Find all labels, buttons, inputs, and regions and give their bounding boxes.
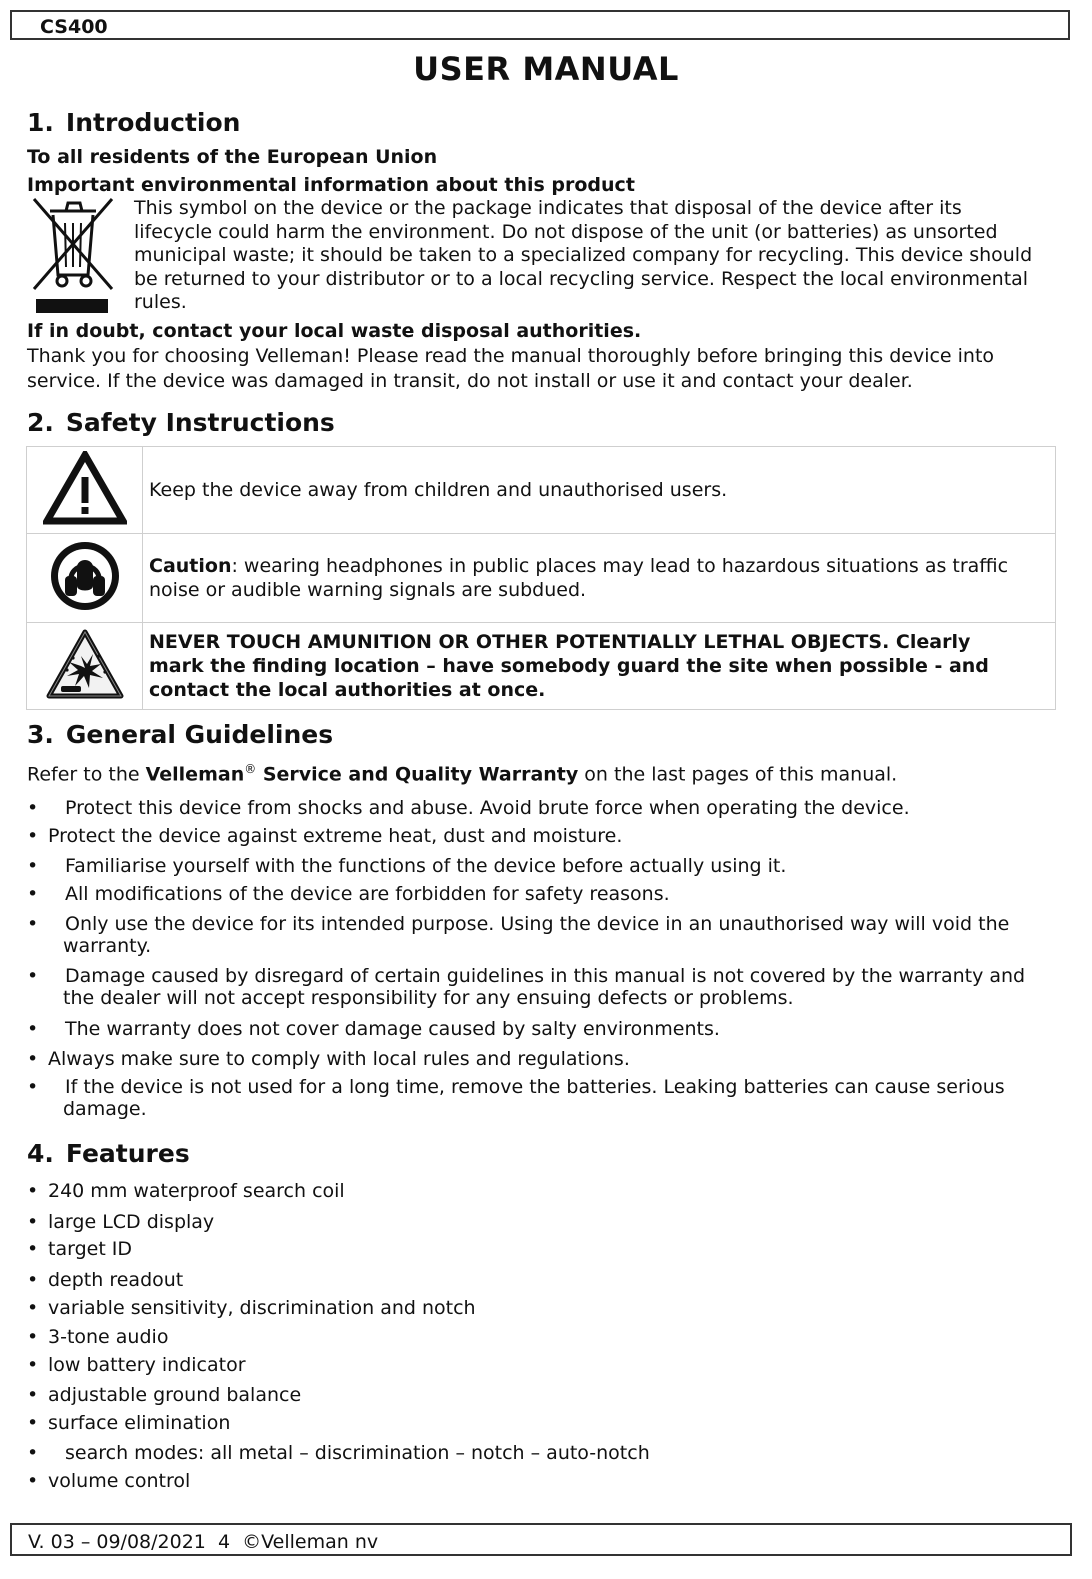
explosive-hazard-icon bbox=[45, 628, 125, 700]
bullet: • bbox=[27, 855, 39, 877]
bullet: • bbox=[27, 797, 39, 819]
bullet: • bbox=[27, 1048, 39, 1070]
list-item-text: Protect the device against extreme heat, dust and moisture. bbox=[48, 825, 623, 847]
section-title: Features bbox=[65, 1139, 190, 1168]
list-item-continuation: the dealer will not accept responsibility for any ensuing defects or problems. bbox=[63, 987, 794, 1009]
weee-line: rules. bbox=[134, 291, 187, 313]
safety-row bbox=[27, 623, 1056, 710]
warranty-reference bbox=[27, 757, 897, 786]
doubt-line: If in doubt, contact your local waste disposal authorities. bbox=[27, 320, 642, 342]
bullet: • bbox=[27, 1269, 39, 1291]
refer-brand: Velleman bbox=[145, 763, 245, 786]
bullet: • bbox=[27, 1238, 39, 1260]
caution-line-2: noise or audible warning signals are subdued. bbox=[149, 579, 587, 601]
header-bar bbox=[10, 10, 1070, 40]
safety-row bbox=[27, 447, 1056, 534]
section-heading-features bbox=[27, 1139, 190, 1168]
safety-table bbox=[26, 446, 1056, 710]
list-item-text: volume control bbox=[48, 1470, 191, 1492]
list-item-text: Always make sure to comply with local rules and regulations. bbox=[48, 1048, 630, 1070]
bullet: • bbox=[27, 965, 39, 987]
bullet: • bbox=[27, 1180, 39, 1202]
bullet: • bbox=[27, 825, 39, 847]
section-title: General Guidelines bbox=[65, 720, 334, 749]
warning-triangle-icon bbox=[43, 451, 127, 525]
weee-line: be returned to your distributor or to a local recycling service. Respect the local environmental bbox=[134, 267, 1029, 290]
section-heading-guidelines bbox=[27, 720, 333, 749]
section-title: Introduction bbox=[65, 108, 241, 137]
refer-bold: Service and Quality Warranty bbox=[256, 763, 579, 786]
bullet: • bbox=[27, 1412, 39, 1434]
bullet: • bbox=[27, 913, 39, 935]
weee-line: This symbol on the device or the package indicates that disposal of the device after its bbox=[134, 197, 962, 219]
list-item-text: 3-tone audio bbox=[48, 1326, 169, 1348]
list-item-text: target ID bbox=[48, 1238, 133, 1260]
bullet: • bbox=[27, 1076, 39, 1098]
bullet: • bbox=[27, 1470, 39, 1492]
safety-icon-cell bbox=[27, 534, 143, 623]
bullet: • bbox=[27, 1211, 39, 1233]
section-heading-safety bbox=[27, 408, 335, 437]
eu-residents-line: To all residents of the European Union bbox=[27, 146, 438, 168]
footer-text: V. 03 – 09/08/2021 4 ©Velleman nv bbox=[28, 1531, 379, 1553]
list-item-text: search modes: all metal – discrimination – notch – auto-notch bbox=[65, 1442, 650, 1464]
registered-mark: ® bbox=[244, 762, 257, 776]
list-item-text: large LCD display bbox=[48, 1211, 215, 1233]
section-number: 3. bbox=[27, 720, 54, 749]
weee-crossed-bin-icon bbox=[28, 193, 118, 318]
thanks-line: service. If the device was damaged in transit, do not install or use it and contact your dealer. bbox=[27, 370, 913, 392]
list-item-text: All modifications of the device are forbidden for safety reasons. bbox=[65, 883, 670, 905]
bullet: • bbox=[27, 1442, 39, 1464]
ammunition-warning-line: mark the finding location – have somebody guard the site when possible - and bbox=[149, 655, 989, 677]
bullet: • bbox=[27, 1354, 39, 1376]
caution-line bbox=[149, 554, 1049, 578]
list-item-text: low battery indicator bbox=[48, 1354, 246, 1376]
list-item-text: If the device is not used for a long time, remove the batteries. Leaking batteries can cause serious bbox=[65, 1076, 1005, 1098]
bullet: • bbox=[27, 1326, 39, 1348]
safety-text: Keep the device away from children and unauthorised users. bbox=[149, 479, 728, 501]
bullet: • bbox=[27, 883, 39, 905]
ammunition-warning-line: contact the local authorities at once. bbox=[149, 679, 546, 701]
ammunition-warning-line: NEVER TOUCH AMUNITION OR OTHER POTENTIALLY LETHAL OBJECTS. Clearly bbox=[149, 631, 971, 653]
list-item-text: Protect this device from shocks and abuse. Avoid brute force when operating the device. bbox=[65, 797, 910, 819]
caution-text: : wearing headphones in public places may lead to hazardous situations as traffic bbox=[231, 555, 1009, 577]
bullet: • bbox=[27, 1384, 39, 1406]
section-title: Safety Instructions bbox=[65, 408, 335, 437]
list-item-text: 240 mm waterproof search coil bbox=[48, 1180, 345, 1202]
refer-post: on the last pages of this manual. bbox=[578, 763, 898, 786]
list-item-text: The warranty does not cover damage caused by salty environments. bbox=[65, 1018, 720, 1040]
page-title: USER MANUAL bbox=[413, 50, 679, 88]
list-item-continuation: damage. bbox=[63, 1098, 147, 1120]
safety-icon-cell bbox=[27, 623, 143, 710]
list-item-text: adjustable ground balance bbox=[48, 1384, 302, 1406]
refer-pre: Refer to the bbox=[27, 763, 146, 786]
list-item-text: surface elimination bbox=[48, 1412, 231, 1434]
bullet: • bbox=[27, 1018, 39, 1040]
caution-label: Caution bbox=[149, 555, 232, 577]
safety-text-cell bbox=[143, 623, 1056, 710]
section-number: 2. bbox=[27, 408, 54, 437]
footer-bar bbox=[10, 1523, 1072, 1556]
model-name: CS400 bbox=[40, 16, 108, 38]
bullet: • bbox=[27, 1297, 39, 1319]
list-item-text: Only use the device for its intended purpose. Using the device in an unauthorised way will void the bbox=[65, 913, 1010, 935]
list-item-text: variable sensitivity, discrimination and notch bbox=[48, 1297, 476, 1319]
weee-line: lifecycle could harm the environment. Do not dispose of the unit (or batteries) as unsorted bbox=[134, 220, 998, 243]
list-item-continuation: warranty. bbox=[63, 935, 152, 957]
weee-paragraph bbox=[134, 197, 1054, 315]
safety-icon-cell bbox=[27, 447, 143, 534]
section-number: 1. bbox=[27, 108, 54, 137]
environmental-info-line: Important environmental information about this product bbox=[27, 174, 635, 196]
safety-text-cell bbox=[143, 447, 1056, 534]
weee-line: municipal waste; it should be taken to a specialized company for recycling. This device should bbox=[134, 244, 1033, 266]
list-item-text: Damage caused by disregard of certain guidelines in this manual is not covered by the warranty and bbox=[65, 965, 1026, 987]
section-heading-introduction bbox=[27, 108, 240, 137]
thanks-line: Thank you for choosing Velleman! Please read the manual thoroughly before bringing this device into bbox=[27, 345, 995, 367]
list-item-text: Familiarise yourself with the functions of the device before actually using it. bbox=[65, 855, 787, 877]
safety-text-cell bbox=[143, 534, 1056, 623]
safety-row bbox=[27, 534, 1056, 623]
section-number: 4. bbox=[27, 1139, 54, 1168]
hearing-protection-icon bbox=[49, 540, 121, 612]
list-item-text: depth readout bbox=[48, 1269, 184, 1291]
